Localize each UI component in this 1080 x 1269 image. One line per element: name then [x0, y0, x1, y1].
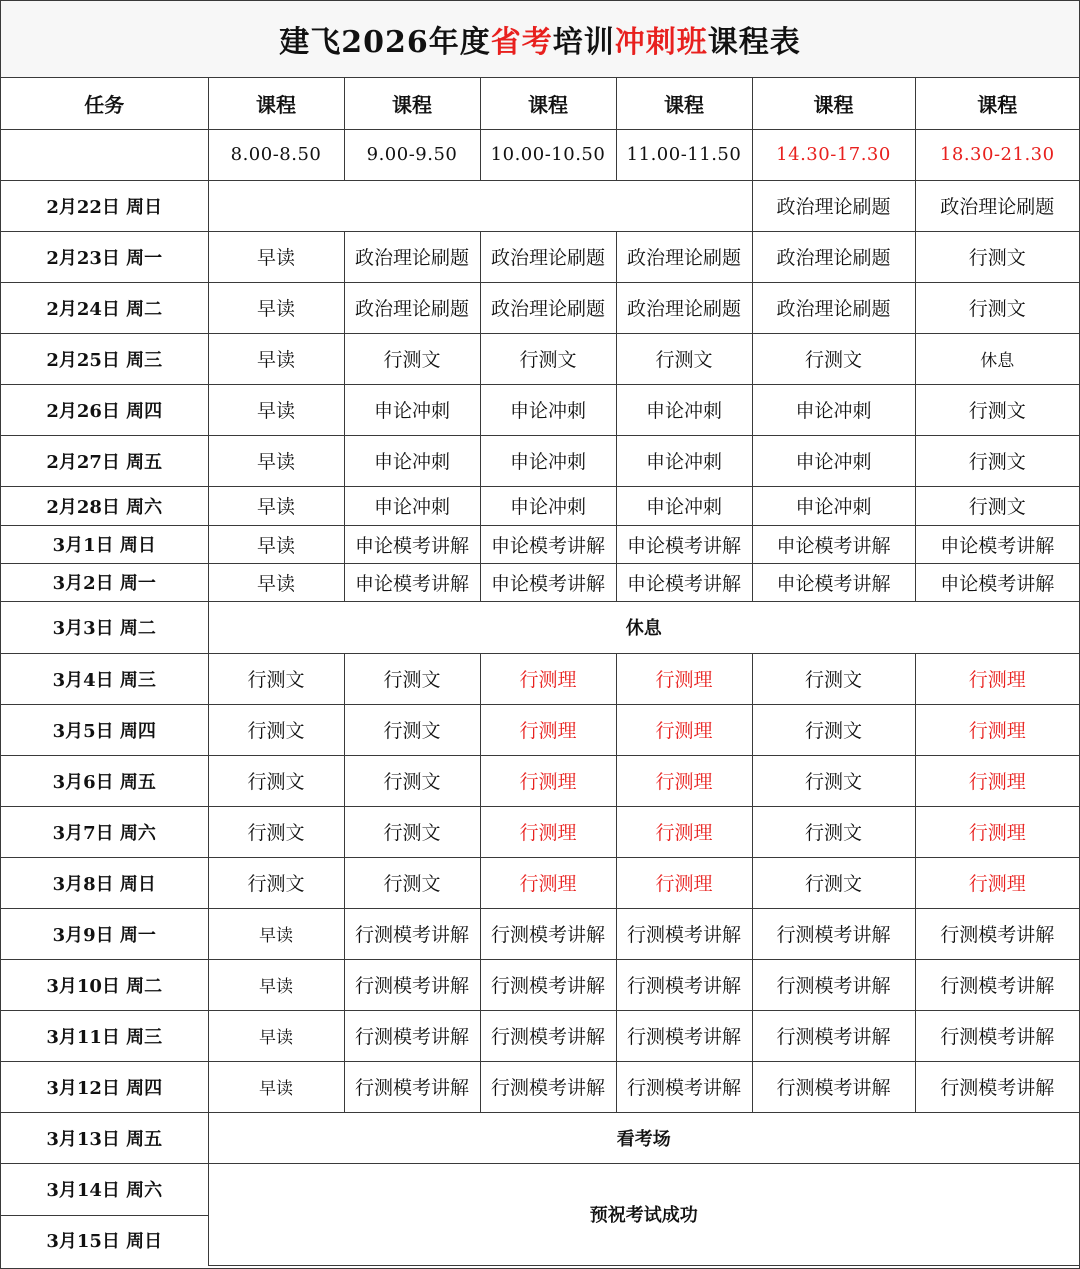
row-date: 3月6日 周五	[1, 755, 208, 806]
title-part-4: 冲刺班	[614, 25, 708, 60]
course-cell: 行测文	[344, 755, 480, 806]
course-cell: 行测理	[915, 806, 1079, 857]
course-cell: 行测理	[616, 704, 752, 755]
course-cell: 政治理论刷题	[480, 231, 616, 282]
course-cell: 行测理	[915, 704, 1079, 755]
time-slot-4: 11.00-11.50	[616, 129, 752, 180]
header-row	[1, 78, 1079, 129]
course-cell: 申论模考讲解	[616, 525, 752, 563]
course-cell: 政治理论刷题	[344, 282, 480, 333]
course-cell: 行测理	[480, 704, 616, 755]
course-cell: 行测文	[915, 282, 1079, 333]
course-cell: 行测文	[208, 857, 344, 908]
empty-merged-cell	[208, 180, 752, 231]
course-cell: 行测文	[344, 704, 480, 755]
title-part-1: 建飞2026年度	[279, 25, 491, 60]
course-header-5: 课程	[752, 78, 915, 129]
course-cell: 行测模考讲解	[344, 959, 480, 1010]
course-cell: 行测文	[208, 653, 344, 704]
course-cell: 行测模考讲解	[616, 908, 752, 959]
course-cell: 行测理	[480, 755, 616, 806]
course-cell: 行测文	[752, 653, 915, 704]
table-row	[1, 908, 1079, 959]
course-cell: 行测模考讲解	[344, 1010, 480, 1061]
course-cell: 行测文	[344, 857, 480, 908]
row-date: 3月3日 周二	[1, 601, 208, 653]
table-row	[1, 959, 1079, 1010]
course-cell: 行测文	[915, 384, 1079, 435]
course-cell: 政治理论刷题	[752, 180, 915, 231]
row-date: 2月27日 周五	[1, 435, 208, 486]
table-row	[1, 180, 1079, 231]
course-cell: 申论冲刺	[480, 435, 616, 486]
course-cell: 行测理	[616, 653, 752, 704]
course-cell: 行测理	[480, 857, 616, 908]
course-cell: 休息	[915, 333, 1079, 384]
course-cell: 政治理论刷题	[344, 231, 480, 282]
time-slot-2: 9.00-9.50	[344, 129, 480, 180]
course-cell: 政治理论刷题	[915, 180, 1079, 231]
course-cell: 早读	[208, 486, 344, 525]
row-date: 3月15日 周日	[1, 1215, 208, 1265]
course-cell: 行测模考讲解	[480, 908, 616, 959]
course-cell: 行测模考讲解	[752, 959, 915, 1010]
course-cell: 申论模考讲解	[344, 563, 480, 601]
row-date: 2月26日 周四	[1, 384, 208, 435]
course-cell: 行测模考讲解	[752, 1061, 915, 1112]
table-row	[1, 525, 1079, 563]
course-header-3: 课程	[480, 78, 616, 129]
course-cell: 行测理	[616, 755, 752, 806]
table-row	[1, 384, 1079, 435]
course-cell: 行测模考讲解	[344, 908, 480, 959]
schedule-table	[1, 78, 1079, 1266]
table-row	[1, 231, 1079, 282]
course-cell: 申论模考讲解	[616, 563, 752, 601]
course-cell: 行测文	[344, 806, 480, 857]
course-cell: 行测文	[752, 704, 915, 755]
course-cell: 行测文	[752, 333, 915, 384]
course-header-2: 课程	[344, 78, 480, 129]
course-cell: 申论模考讲解	[752, 525, 915, 563]
title-part-2: 省考	[490, 25, 553, 60]
time-row-label	[1, 129, 208, 180]
table-row	[1, 435, 1079, 486]
course-header-4: 课程	[616, 78, 752, 129]
course-cell: 申论模考讲解	[344, 525, 480, 563]
course-cell: 行测模考讲解	[915, 908, 1079, 959]
course-cell: 行测文	[915, 231, 1079, 282]
course-cell: 政治理论刷题	[480, 282, 616, 333]
course-cell: 早读	[208, 959, 344, 1010]
course-cell: 申论冲刺	[616, 486, 752, 525]
time-slot-3: 10.00-10.50	[480, 129, 616, 180]
course-cell: 申论模考讲解	[752, 563, 915, 601]
course-cell: 早读	[208, 1010, 344, 1061]
course-cell: 早读	[208, 525, 344, 563]
course-cell: 行测模考讲解	[616, 1061, 752, 1112]
course-cell: 行测模考讲解	[752, 908, 915, 959]
table-row	[1, 806, 1079, 857]
course-cell: 申论冲刺	[616, 384, 752, 435]
course-cell: 行测模考讲解	[480, 959, 616, 1010]
course-cell: 申论冲刺	[752, 435, 915, 486]
course-cell: 行测文	[915, 486, 1079, 525]
row-date: 3月12日 周四	[1, 1061, 208, 1112]
course-cell: 申论模考讲解	[480, 563, 616, 601]
course-cell: 行测模考讲解	[915, 1061, 1079, 1112]
title-part-3: 培训	[552, 25, 615, 60]
table-row	[1, 755, 1079, 806]
course-cell: 行测文	[752, 857, 915, 908]
row-date: 2月23日 周一	[1, 231, 208, 282]
table-row	[1, 1112, 1079, 1163]
row-date: 3月13日 周五	[1, 1112, 208, 1163]
task-header: 任务	[1, 78, 208, 129]
course-cell: 申论模考讲解	[915, 525, 1079, 563]
row-date: 3月9日 周一	[1, 908, 208, 959]
table-row	[1, 704, 1079, 755]
row-date: 3月8日 周日	[1, 857, 208, 908]
course-cell: 早读	[208, 1061, 344, 1112]
table-row	[1, 282, 1079, 333]
row-date: 2月28日 周六	[1, 486, 208, 525]
course-cell: 申论冲刺	[752, 384, 915, 435]
course-cell: 行测文	[344, 653, 480, 704]
course-cell: 行测模考讲解	[752, 1010, 915, 1061]
course-cell: 申论冲刺	[344, 435, 480, 486]
course-cell: 行测模考讲解	[915, 1010, 1079, 1061]
course-cell: 政治理论刷题	[752, 282, 915, 333]
course-cell: 申论冲刺	[752, 486, 915, 525]
row-date: 3月14日 周六	[1, 1163, 208, 1215]
course-cell: 行测文	[208, 755, 344, 806]
course-cell: 申论冲刺	[616, 435, 752, 486]
course-cell: 行测理	[915, 857, 1079, 908]
row-date: 2月22日 周日	[1, 180, 208, 231]
course-cell: 早读	[208, 282, 344, 333]
row-date: 3月10日 周二	[1, 959, 208, 1010]
rest-day-cell: 休息	[208, 601, 1079, 653]
course-cell: 行测模考讲解	[480, 1061, 616, 1112]
course-cell: 申论冲刺	[480, 486, 616, 525]
course-cell: 行测理	[616, 857, 752, 908]
course-cell: 行测模考讲解	[344, 1061, 480, 1112]
table-row	[1, 486, 1079, 525]
time-slot-5: 14.30-17.30	[752, 129, 915, 180]
row-date: 3月5日 周四	[1, 704, 208, 755]
course-cell: 政治理论刷题	[616, 282, 752, 333]
page-title	[1, 1, 1079, 78]
table-row	[1, 1061, 1079, 1112]
course-cell: 行测文	[344, 333, 480, 384]
exam-site-visit-cell: 看考场	[208, 1112, 1079, 1163]
course-cell: 行测文	[915, 435, 1079, 486]
good-luck-cell: 预祝考试成功	[208, 1163, 1079, 1265]
title-part-5: 课程表	[707, 25, 801, 60]
course-cell: 行测模考讲解	[480, 1010, 616, 1061]
course-cell: 申论冲刺	[344, 486, 480, 525]
row-date: 3月1日 周日	[1, 525, 208, 563]
course-cell: 早读	[208, 231, 344, 282]
table-row	[1, 601, 1079, 653]
row-date: 3月11日 周三	[1, 1010, 208, 1061]
course-header-6: 课程	[915, 78, 1079, 129]
table-row	[1, 333, 1079, 384]
table-row	[1, 653, 1079, 704]
course-cell: 行测理	[480, 653, 616, 704]
course-cell: 申论模考讲解	[480, 525, 616, 563]
table-row	[1, 563, 1079, 601]
course-cell: 政治理论刷题	[616, 231, 752, 282]
course-cell: 早读	[208, 908, 344, 959]
time-row	[1, 129, 1079, 180]
course-cell: 申论冲刺	[480, 384, 616, 435]
course-header-1: 课程	[208, 78, 344, 129]
course-cell: 行测模考讲解	[616, 959, 752, 1010]
row-date: 2月24日 周二	[1, 282, 208, 333]
time-slot-1: 8.00-8.50	[208, 129, 344, 180]
row-date: 3月7日 周六	[1, 806, 208, 857]
course-cell: 申论冲刺	[344, 384, 480, 435]
course-cell: 行测文	[752, 806, 915, 857]
row-date: 2月25日 周三	[1, 333, 208, 384]
course-cell: 行测理	[480, 806, 616, 857]
course-cell: 行测文	[616, 333, 752, 384]
course-cell: 行测理	[616, 806, 752, 857]
course-cell: 早读	[208, 384, 344, 435]
course-cell: 行测文	[208, 806, 344, 857]
course-cell: 申论模考讲解	[915, 563, 1079, 601]
course-cell: 早读	[208, 333, 344, 384]
course-cell: 行测模考讲解	[616, 1010, 752, 1061]
course-cell: 行测文	[752, 755, 915, 806]
course-cell: 政治理论刷题	[752, 231, 915, 282]
course-cell: 行测文	[208, 704, 344, 755]
table-row	[1, 857, 1079, 908]
course-cell: 行测理	[915, 755, 1079, 806]
row-date: 3月2日 周一	[1, 563, 208, 601]
course-cell: 早读	[208, 435, 344, 486]
row-date: 3月4日 周三	[1, 653, 208, 704]
table-row	[1, 1163, 1079, 1215]
time-slot-6: 18.30-21.30	[915, 129, 1079, 180]
table-row	[1, 1010, 1079, 1061]
course-cell: 行测理	[915, 653, 1079, 704]
course-cell: 早读	[208, 563, 344, 601]
course-cell: 行测模考讲解	[915, 959, 1079, 1010]
course-cell: 行测文	[480, 333, 616, 384]
